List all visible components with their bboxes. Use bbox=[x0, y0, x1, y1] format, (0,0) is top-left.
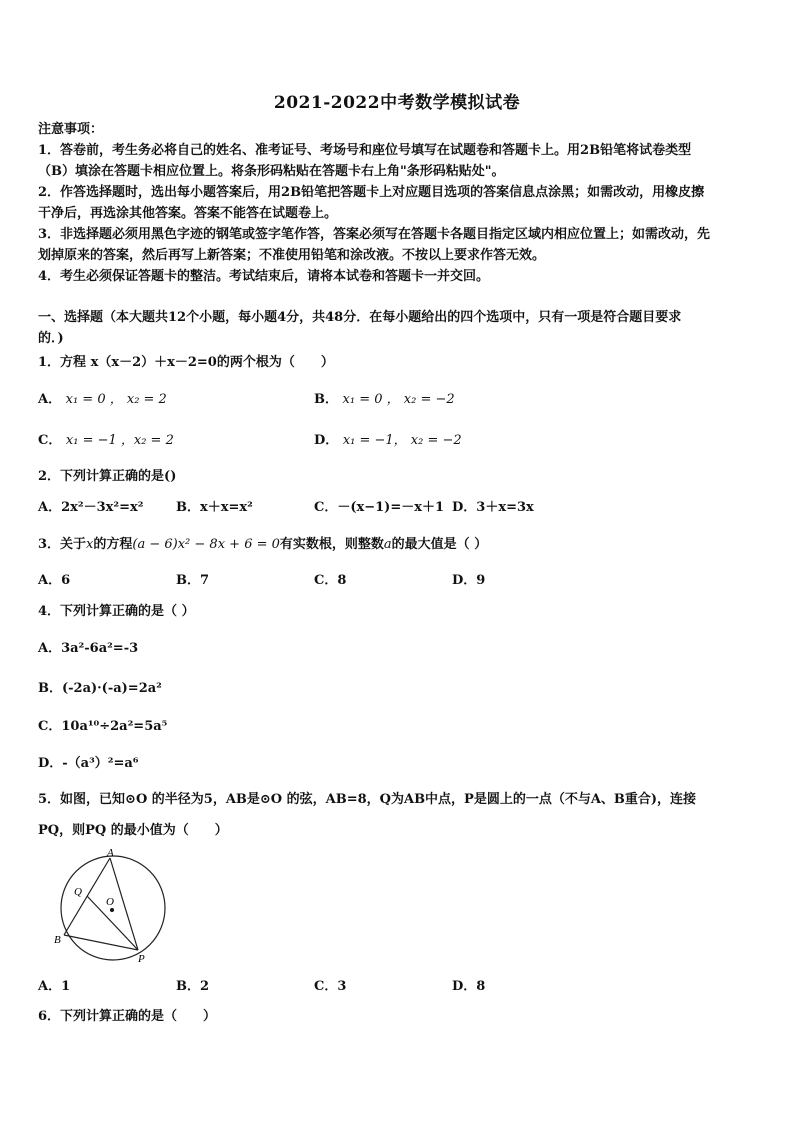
notes-line-3: 2．作答选择题时，选出每小题答案后，用2B铅笔把答题卡上对应题目选项的答案信息点涂黑；如需改动，用橡皮擦 bbox=[38, 185, 705, 200]
q1-option-b-label: B． bbox=[314, 392, 338, 407]
q1-option-d-label: D． bbox=[314, 433, 339, 448]
q5-option-b: B．2 bbox=[176, 979, 210, 994]
label-q: Q bbox=[74, 886, 82, 898]
q1-option-b-math: x₁ = 0 ， x₂ = −2 bbox=[342, 392, 455, 407]
q3-option-a: A．6 bbox=[38, 573, 71, 588]
label-o: O bbox=[106, 896, 114, 908]
q3-option-b: B．7 bbox=[176, 573, 210, 588]
segment-ap bbox=[110, 858, 138, 950]
q1-option-c-math: x₁ = −1 ，x₂ = 2 bbox=[65, 433, 174, 448]
q4-stem: 4．下列计算正确的是（ ） bbox=[38, 604, 195, 619]
notes-line-1: 1．答卷前，考生务必将自己的姓名、准考证号、考场号和座位号填写在试题卷和答题卡上。用2B铅笔将试卷类型 bbox=[38, 143, 692, 158]
section-heading-line-2: 的．) bbox=[38, 331, 64, 346]
notes-line-4: 干净后，再选涂其他答案。答案不能答在试题卷上。 bbox=[38, 206, 338, 221]
q2-option-a: A．2x²－3x²=x² bbox=[38, 500, 144, 515]
q1-option-a-label: A． bbox=[38, 392, 62, 407]
q5-option-c: C．3 bbox=[314, 979, 347, 994]
q1-option-d-math: x₁ = −1， x₂ = −2 bbox=[342, 433, 462, 448]
q3-stem-mid: 的方程 bbox=[93, 537, 133, 552]
notes-heading: 注意事项： bbox=[38, 122, 104, 137]
q3-stem-mid2: 有实数根，则整数 bbox=[279, 537, 384, 552]
q1-option-a-math: x₁ = 0 ， x₂ = 2 bbox=[65, 392, 167, 407]
q6-stem: 6．下列计算正确的是（ ） bbox=[38, 1009, 217, 1024]
q1-stem: 1．方程 x（x－2）＋x－2=0的两个根为（ ） bbox=[38, 355, 334, 370]
q1-option-d bbox=[314, 432, 462, 450]
q3-stem-post: 的最大值是（ ） bbox=[391, 537, 488, 552]
notes-line-7: 4．考生必须保证答题卡的整洁。考试结束后，请将本试卷和答题卡一并交回。 bbox=[38, 269, 490, 284]
q3-option-c: C．8 bbox=[314, 573, 347, 588]
q3-option-d: D．9 bbox=[452, 573, 486, 588]
page-title: 2021-2022中考数学模拟试卷 bbox=[273, 93, 521, 113]
section-heading-line-1: 一、选择题（本大题共12个小题，每小题4分，共48分．在每小题给出的四个选项中，只有一项是符合题目要求 bbox=[38, 310, 682, 325]
notes-line-5: 3．非选择题必须用黑色字迹的钢笔或签字笔作答，答案必须写在答题卡各题目指定区域内相应位置上；如需改动，先 bbox=[38, 227, 711, 242]
notes-line-2: （B）填涂在答题卡相应位置上。将条形码粘贴在答题卡右上角"条形码粘贴处"。 bbox=[38, 164, 505, 179]
q4-option-c: C．10a¹⁰÷2a²=5a⁵ bbox=[38, 719, 168, 734]
q4-option-d: D．-（a³）²=a⁶ bbox=[38, 756, 139, 771]
q5-option-d: D．8 bbox=[452, 979, 486, 994]
q3-var-a: a bbox=[383, 537, 392, 552]
center-point-o bbox=[110, 908, 114, 912]
q3-stem bbox=[38, 536, 487, 554]
q5-stem-line-2: PQ，则PQ 的最小值为（ ） bbox=[38, 823, 228, 838]
q4-option-b: B．(-2a)·(-a)=2a² bbox=[38, 681, 162, 696]
q3-var-x: x bbox=[86, 537, 94, 552]
q2-option-b: B．x＋x=x² bbox=[176, 500, 253, 515]
q2-option-d: D．3＋x=3x bbox=[452, 500, 534, 515]
segment-bp bbox=[64, 935, 138, 950]
q1-option-b bbox=[314, 391, 455, 409]
label-p: P bbox=[138, 953, 145, 965]
q2-option-c: C．－(x−1)=－x＋1 bbox=[314, 500, 445, 515]
q1-option-a bbox=[38, 391, 167, 409]
q3-equation: (a − 6)x² − 8x + 6 = 0 bbox=[132, 537, 280, 552]
q5-option-a: A．1 bbox=[38, 979, 71, 994]
q5-stem-line-1: 5．如图，已知⊙O 的半径为5，AB是⊙O 的弦，AB=8，Q为AB中点，P是圆上的一点（不与A、B重合)，连接 bbox=[38, 792, 697, 807]
q3-stem-pre: 3．关于 bbox=[38, 537, 87, 552]
notes-line-6: 划掉原来的答案，然后再写上新答案；不准使用铅笔和涂改液。不按以上要求作答无效。 bbox=[38, 248, 546, 263]
q5-circle-figure bbox=[50, 846, 168, 966]
q1-option-c-label: C． bbox=[38, 433, 62, 448]
label-a: A bbox=[107, 847, 114, 859]
q4-option-a: A．3a²-6a²=-3 bbox=[38, 641, 139, 656]
label-b: B bbox=[54, 934, 61, 946]
q2-stem: 2．下列计算正确的是() bbox=[38, 469, 177, 484]
q1-option-c bbox=[38, 432, 174, 450]
